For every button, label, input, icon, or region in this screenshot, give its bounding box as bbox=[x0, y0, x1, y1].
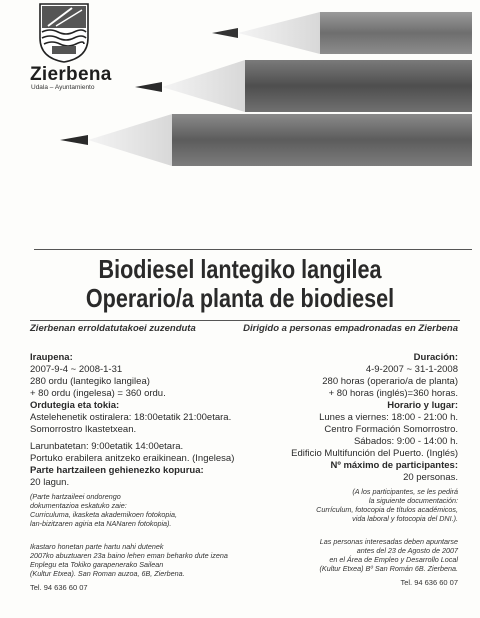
schedule-heading: Horario y lugar: bbox=[387, 400, 458, 411]
duration-heading: Duración: bbox=[413, 352, 458, 363]
max-participants-value: 20 personas. bbox=[403, 472, 458, 483]
duration-hours-extra: + 80 ordu (ingelesa) = 360 ordu. bbox=[30, 388, 166, 399]
schedule-weekdays: Astelehenetik ostiralera: 18:00etatik 21:00etara. bbox=[30, 412, 232, 423]
divider-subtitle bbox=[30, 320, 460, 321]
duration-dates: 4-9-2007 ~ 31-1-2008 bbox=[365, 364, 458, 375]
pencil-top bbox=[212, 12, 472, 54]
registration-note: Las personas interesadas deben apuntarse antes del 23 de Agosto de 2007 en el Área de Empleo y Desarrollo Local (Kultur Etxea) Bº San Román 6B. Zierbena. bbox=[319, 537, 458, 573]
title-basque: Biodiesel lantegiko langilea bbox=[98, 254, 382, 284]
schedule-weekdays: Lunes a viernes: 18:00 - 21:00 h. bbox=[319, 412, 458, 423]
duration-hours: 280 ordu (lantegiko langilea) bbox=[30, 376, 150, 387]
max-participants-heading: Parte hartzaileen gehienezko kopurua: bbox=[30, 465, 204, 476]
logo-subtitle: Udala – Ayuntamiento bbox=[31, 84, 95, 91]
title-spanish: Operario/a planta de biodiesel bbox=[85, 283, 395, 313]
subtitle-basque: Zierbenan erroldatutakoei zuzenduta bbox=[30, 323, 196, 334]
schedule-place-2: Portuko erabilera anitzeko eraikinean. (Ingelesa) bbox=[30, 453, 235, 464]
phone-number: Tel. 94 636 60 07 bbox=[400, 578, 458, 587]
phone-number: Tel. 94 636 60 07 bbox=[30, 583, 88, 592]
duration-hours: 280 horas (operario/a de planta) bbox=[322, 376, 458, 387]
logo-name: Zierbena bbox=[30, 64, 112, 85]
registration-note: Ikastaro honetan parte hartu nahi dutenek 2007ko abuztuaren 23a baino lehen eman beharko dute izena Enplegu eta Tokiko garapenerako Sailean (Kultur Etxea). San Roman auzoa, 6B, Zierbena. bbox=[30, 542, 228, 578]
schedule-place-1: Centro Formación Somorrostro. bbox=[324, 424, 458, 435]
coat-of-arms-icon bbox=[36, 2, 92, 64]
divider-top bbox=[34, 249, 472, 250]
schedule-saturdays: Sábados: 9:00 - 14:00 h. bbox=[353, 436, 458, 447]
column-basque bbox=[30, 352, 270, 594]
schedule-saturdays: Larunbatetan: 9:00etatik 14:00etara. bbox=[30, 441, 184, 452]
schedule-heading: Ordutegia eta tokia: bbox=[30, 400, 120, 411]
schedule-place-2: Edificio Multifunción del Puerto. (Inglés) bbox=[291, 448, 458, 459]
schedule-place-1: Somorrostro Ikastetxean. bbox=[30, 424, 137, 435]
pencil-bottom bbox=[60, 114, 472, 166]
duration-hours-extra: + 80 horas (inglés)=360 horas. bbox=[328, 388, 458, 399]
subtitle-spanish: Dirigido a personas empadronadas en Zierbena bbox=[243, 323, 458, 334]
documentation-note: (Parte hartzaileei ondorengo dokumentazioa eskatuko zaie: Curriculuma, ikasketa akademikoen fotokopia, lan-bizitzaren agiria eta NANaren fotokopia). bbox=[30, 492, 178, 528]
column-spanish bbox=[248, 352, 458, 589]
duration-dates: 2007-9-4 ~ 2008-1-31 bbox=[30, 364, 123, 375]
duration-heading: Iraupena: bbox=[30, 352, 73, 363]
max-participants-value: 20 lagun. bbox=[30, 477, 70, 488]
documentation-note: (A los participantes, se les pedirá la siguiente documentación: Currículum, fotocopia de títulos académicos, vida laboral y fotocopia del DNI.). bbox=[316, 487, 458, 523]
max-participants-heading: Nº máximo de participantes: bbox=[330, 460, 458, 471]
pencil-middle bbox=[135, 60, 472, 112]
